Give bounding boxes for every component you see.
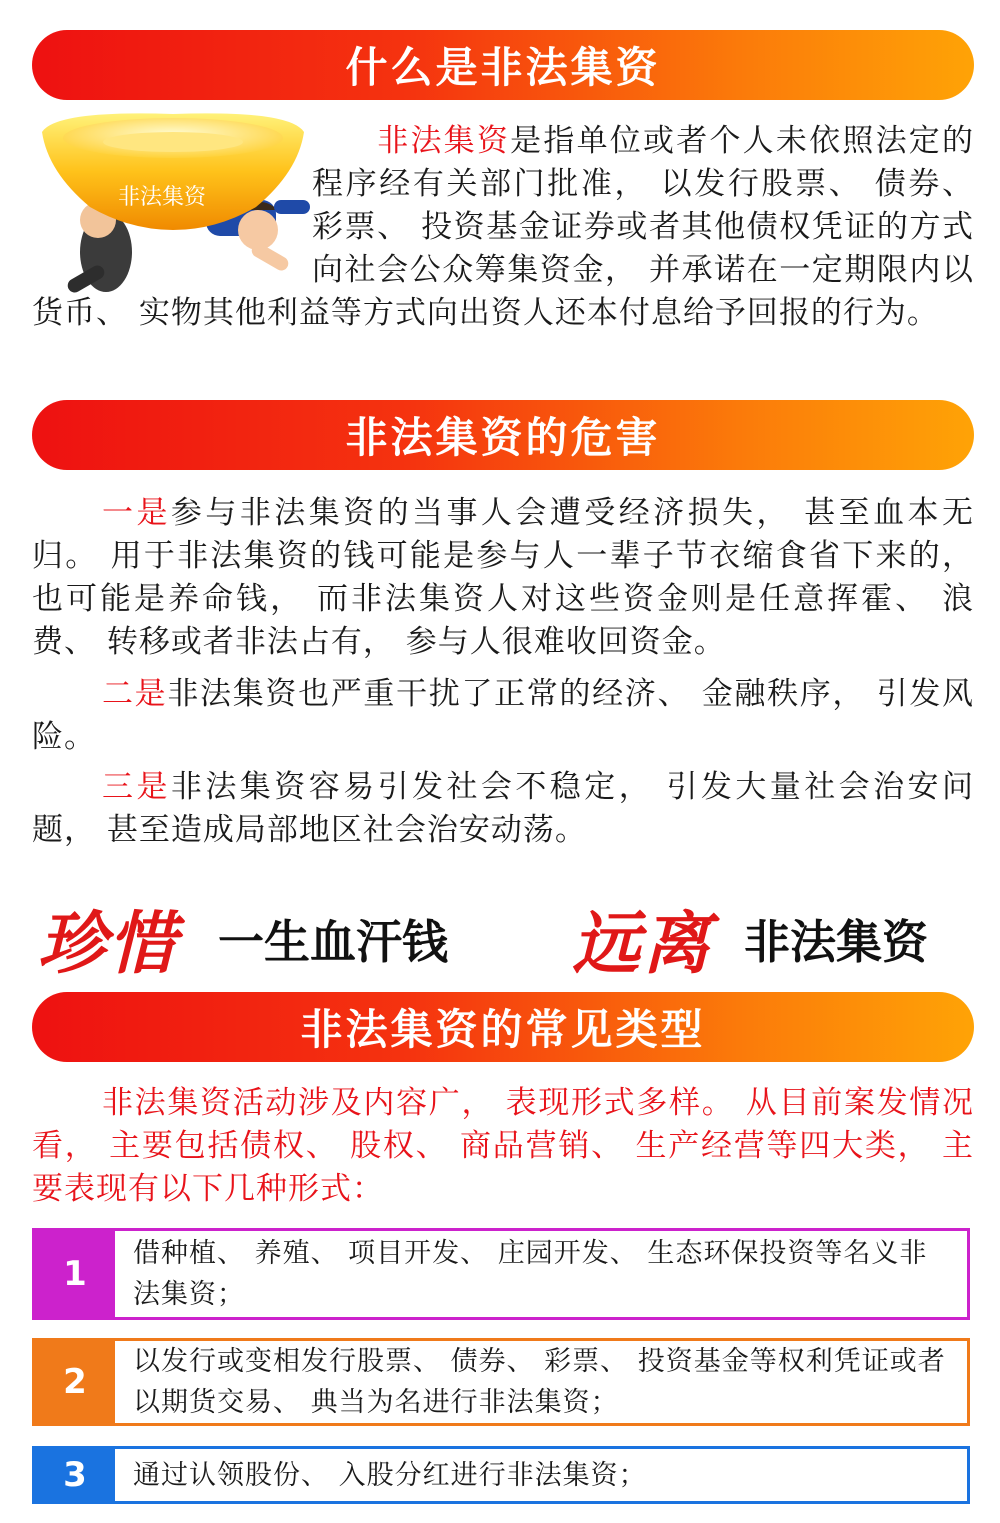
- harm-body: 非法集资容易引发社会不稳定， 引发大量社会治安问题， 甚至造成局部地区社会治安动荡。: [32, 769, 975, 848]
- type-item-1: [32, 1228, 970, 1320]
- section-title: 非法集资的常见类型: [300, 1005, 706, 1054]
- slogan-text-1: 一生血汗钱: [218, 915, 448, 969]
- type-number: 3: [35, 1449, 115, 1501]
- type-item-2: [32, 1338, 970, 1426]
- harm-lead: 一是: [102, 495, 171, 531]
- type-number: 1: [35, 1231, 115, 1317]
- slogan-brush-2: 远离: [572, 904, 713, 984]
- type-text: 通过认领股份、 入股分红进行非法集资；: [133, 1459, 647, 1491]
- harm-lead: 二是: [102, 676, 168, 712]
- section-title: 什么是非法集资: [345, 43, 661, 92]
- harm-lead: 三是: [102, 769, 171, 805]
- definition-paragraph: [32, 120, 974, 380]
- section-banner-what: [32, 30, 974, 100]
- ingot-label: 非法集资: [117, 185, 207, 210]
- definition-lead: 非法集资: [376, 123, 511, 159]
- type-text: 以发行或变相发行股票、 债券、 彩票、 投资基金等权利凭证或者以期货交易、 典当为名进行非法集资；: [133, 1346, 946, 1418]
- harm-item-1: [32, 492, 974, 664]
- section-banner-types: [32, 992, 974, 1062]
- slogan-brush-1: 珍惜: [38, 904, 179, 984]
- harm-item-2: [32, 673, 974, 759]
- type-text: 借种植、 养殖、 项目开发、 庄园开发、 生态环保投资等名义非法集资；: [133, 1238, 928, 1310]
- type-item-3: [32, 1446, 970, 1504]
- harm-body: 参与非法集资的当事人会遭受经济损失， 甚至血本无归。 用于非法集资的钱可能是参与人一辈子节衣缩食省下来的， 也可能是养命钱， 而非法集资人对这些资金则是任意挥霍、 浪费、 转移或者非法占有， 参与人很难收回资金。: [32, 495, 975, 660]
- slogan: [32, 888, 974, 984]
- slogan-text-2: 非法集资: [744, 915, 928, 969]
- type-number: 2: [35, 1341, 115, 1423]
- harm-body: 非法集资也严重干扰了正常的经济、 金融秩序， 引发风险。: [32, 676, 974, 755]
- section-banner-harm: [32, 400, 974, 470]
- definition-body: 是指单位或者个人未依照法定的程序经有关部门批准， 以发行股票、 债券、 彩票、 投资基金证券或者其他债权凭证的方式向社会公众筹集资金， 并承诺在一定期限内以货币、 实物其他利益等方式向出资人还本付息给予回报的行为。: [32, 123, 975, 331]
- types-intro: 非法集资活动涉及内容广， 表现形式多样。 从目前案发情况看， 主要包括债权、 股权、 商品营销、 生产经营等四大类， 主要表现有以下几种形式：: [32, 1085, 974, 1207]
- harm-item-3: [32, 766, 974, 852]
- section-title: 非法集资的危害: [345, 413, 661, 462]
